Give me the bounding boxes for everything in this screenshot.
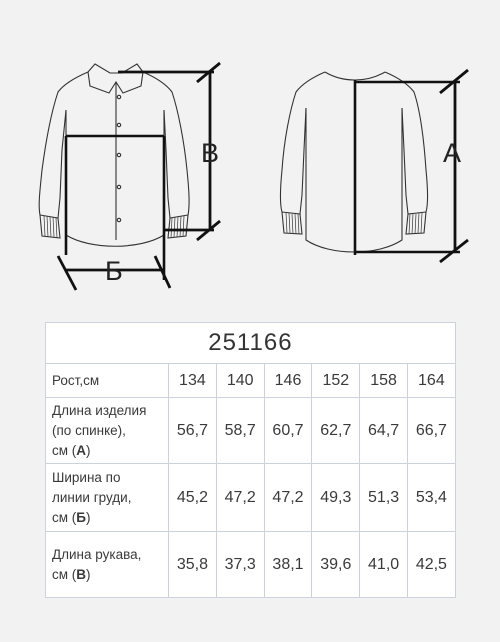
- dimension-label-v: В: [201, 138, 220, 168]
- size-header: 146: [264, 364, 312, 398]
- label-line: Длина изделия: [52, 402, 147, 418]
- unit-letter: А: [76, 442, 87, 458]
- table-cell: 45,2: [169, 464, 217, 532]
- table-cell: 49,3: [312, 464, 360, 532]
- unit-prefix: см (: [52, 509, 77, 525]
- table-cell: 64,7: [360, 398, 408, 464]
- table-cell: 37,3: [216, 532, 264, 598]
- size-header: 164: [407, 364, 455, 398]
- table-cell: 60,7: [264, 398, 312, 464]
- table-cell: 38,1: [264, 532, 312, 598]
- row-label-length: [46, 398, 169, 464]
- height-header: Рост,см: [46, 364, 169, 398]
- table-cell: 58,7: [216, 398, 264, 464]
- label-line: линии груди,: [52, 489, 132, 505]
- size-header: 134: [169, 364, 217, 398]
- table-cell: 66,7: [407, 398, 455, 464]
- size-header: 152: [312, 364, 360, 398]
- unit-letter: Б: [76, 509, 86, 525]
- unit-suffix: ): [86, 566, 91, 582]
- table-cell: 56,7: [169, 398, 217, 464]
- table-cell: 62,7: [312, 398, 360, 464]
- size-header: 140: [216, 364, 264, 398]
- table-cell: 39,6: [312, 532, 360, 598]
- unit-suffix: ): [85, 509, 91, 525]
- row-label-sleeve: [46, 532, 169, 598]
- label-line: Длина рукава,: [52, 546, 142, 562]
- unit-letter: В: [76, 566, 87, 582]
- table-cell: 51,3: [360, 464, 408, 532]
- row-label-chest: [46, 464, 169, 532]
- dimension-label-b: Б: [105, 256, 123, 286]
- size-header: 158: [360, 364, 408, 398]
- table-cell: 42,5: [407, 532, 455, 598]
- unit-prefix: см (: [52, 566, 77, 582]
- size-table: [45, 322, 455, 598]
- article-number: 251166: [46, 323, 456, 364]
- table-cell: 47,2: [264, 464, 312, 532]
- shirt-front-view: [39, 64, 189, 280]
- unit-prefix: см (: [52, 442, 77, 458]
- shirt-sketch: [0, 0, 500, 310]
- dimension-label-a: А: [443, 138, 462, 168]
- label-line: (по спинке),: [52, 422, 126, 438]
- shirt-back-view: [281, 72, 461, 255]
- unit-suffix: ): [86, 442, 91, 458]
- front-dimension-lines: [58, 63, 220, 290]
- table-cell: 41,0: [360, 532, 408, 598]
- label-line: Ширина по: [52, 469, 121, 485]
- table-cell: 53,4: [407, 464, 455, 532]
- table-cell: 47,2: [216, 464, 264, 532]
- table-cell: 35,8: [169, 532, 217, 598]
